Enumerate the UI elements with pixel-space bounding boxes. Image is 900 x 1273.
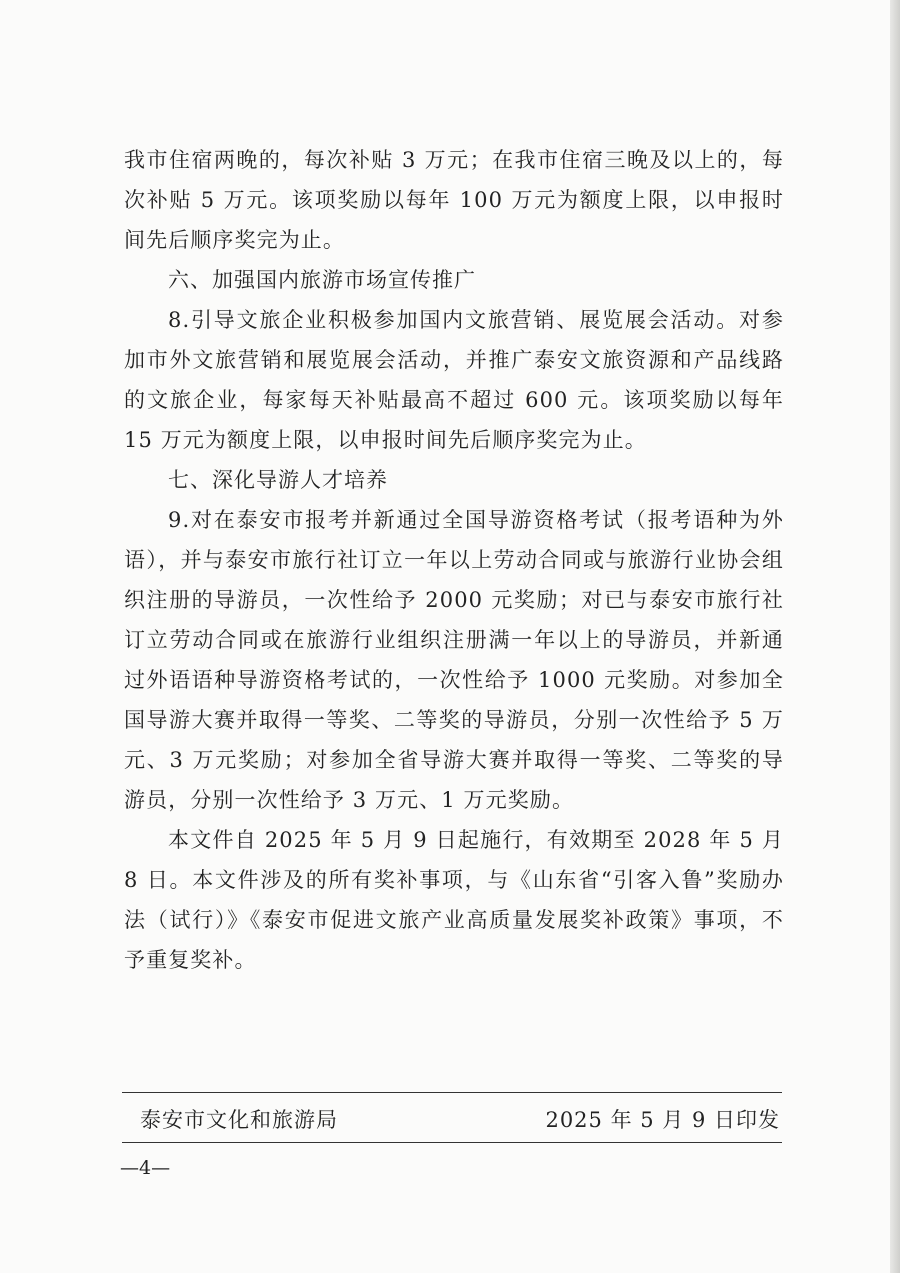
document-body [124,140,784,980]
footer-bottom-rule [122,1142,782,1143]
footer-top-rule [122,1092,782,1093]
footer-issuer: 泰安市文化和旅游局 [140,1108,338,1132]
paragraph-item-9: 9.对在泰安市报考并新通过全国导游资格考试（报考语种为外语），并与泰安市旅行社订立一年以上劳动合同或与旅游行业协会组织注册的导游员，一次性给予 2000 元奖励；对已与泰安市旅行社订立劳动合同或在旅游行业组织注册满一年以上的导游员，并新通过外语语种导游资格考试的，一次性给予 1000 元奖励。对参加全国导游大赛并取得一等奖、二等奖的导游员，分别一次性给予 5 万元、3 万元奖励；对参加全省导游大赛并取得一等奖、二等奖的导游员，分别一次性给予 3 万元、1 万元奖励。 [124,508,784,812]
paragraph-subsidy-continuation: 我市住宿两晚的，每次补贴 3 万元；在我市住宿三晚及以上的，每次补贴 5 万元。该项奖励以每年 100 万元为额度上限，以申报时间先后顺序奖完为止。 [124,148,784,252]
scan-edge-shadow [890,0,900,1273]
paragraph-item-8: 8.引导文旅企业积极参加国内文旅营销、展览展会活动。对参加市外文旅营销和展览展会活动，并推广泰安文旅资源和产品线路的文旅企业，每家每天补贴最高不超过 600 元。该项奖励以每年 15 万元为额度上限，以申报时间先后顺序奖完为止。 [124,308,784,452]
page-number: —4— [120,1157,171,1179]
section-heading-6: 六、加强国内旅游市场宣传推广 [168,268,476,292]
section-heading-7: 七、深化导游人才培养 [168,468,388,492]
paragraph-effective-date: 本文件自 2025 年 5 月 9 日起施行，有效期至 2028 年 5 月 8 日。本文件涉及的所有奖补事项，与《山东省“引客入鲁”奖励办法（试行）》《泰安市促进文旅产业高质量发展奖补政策》事项，不予重复奖补。 [124,828,784,972]
footer-issue-date: 2025 年 5 月 9 日印发 [545,1108,780,1132]
